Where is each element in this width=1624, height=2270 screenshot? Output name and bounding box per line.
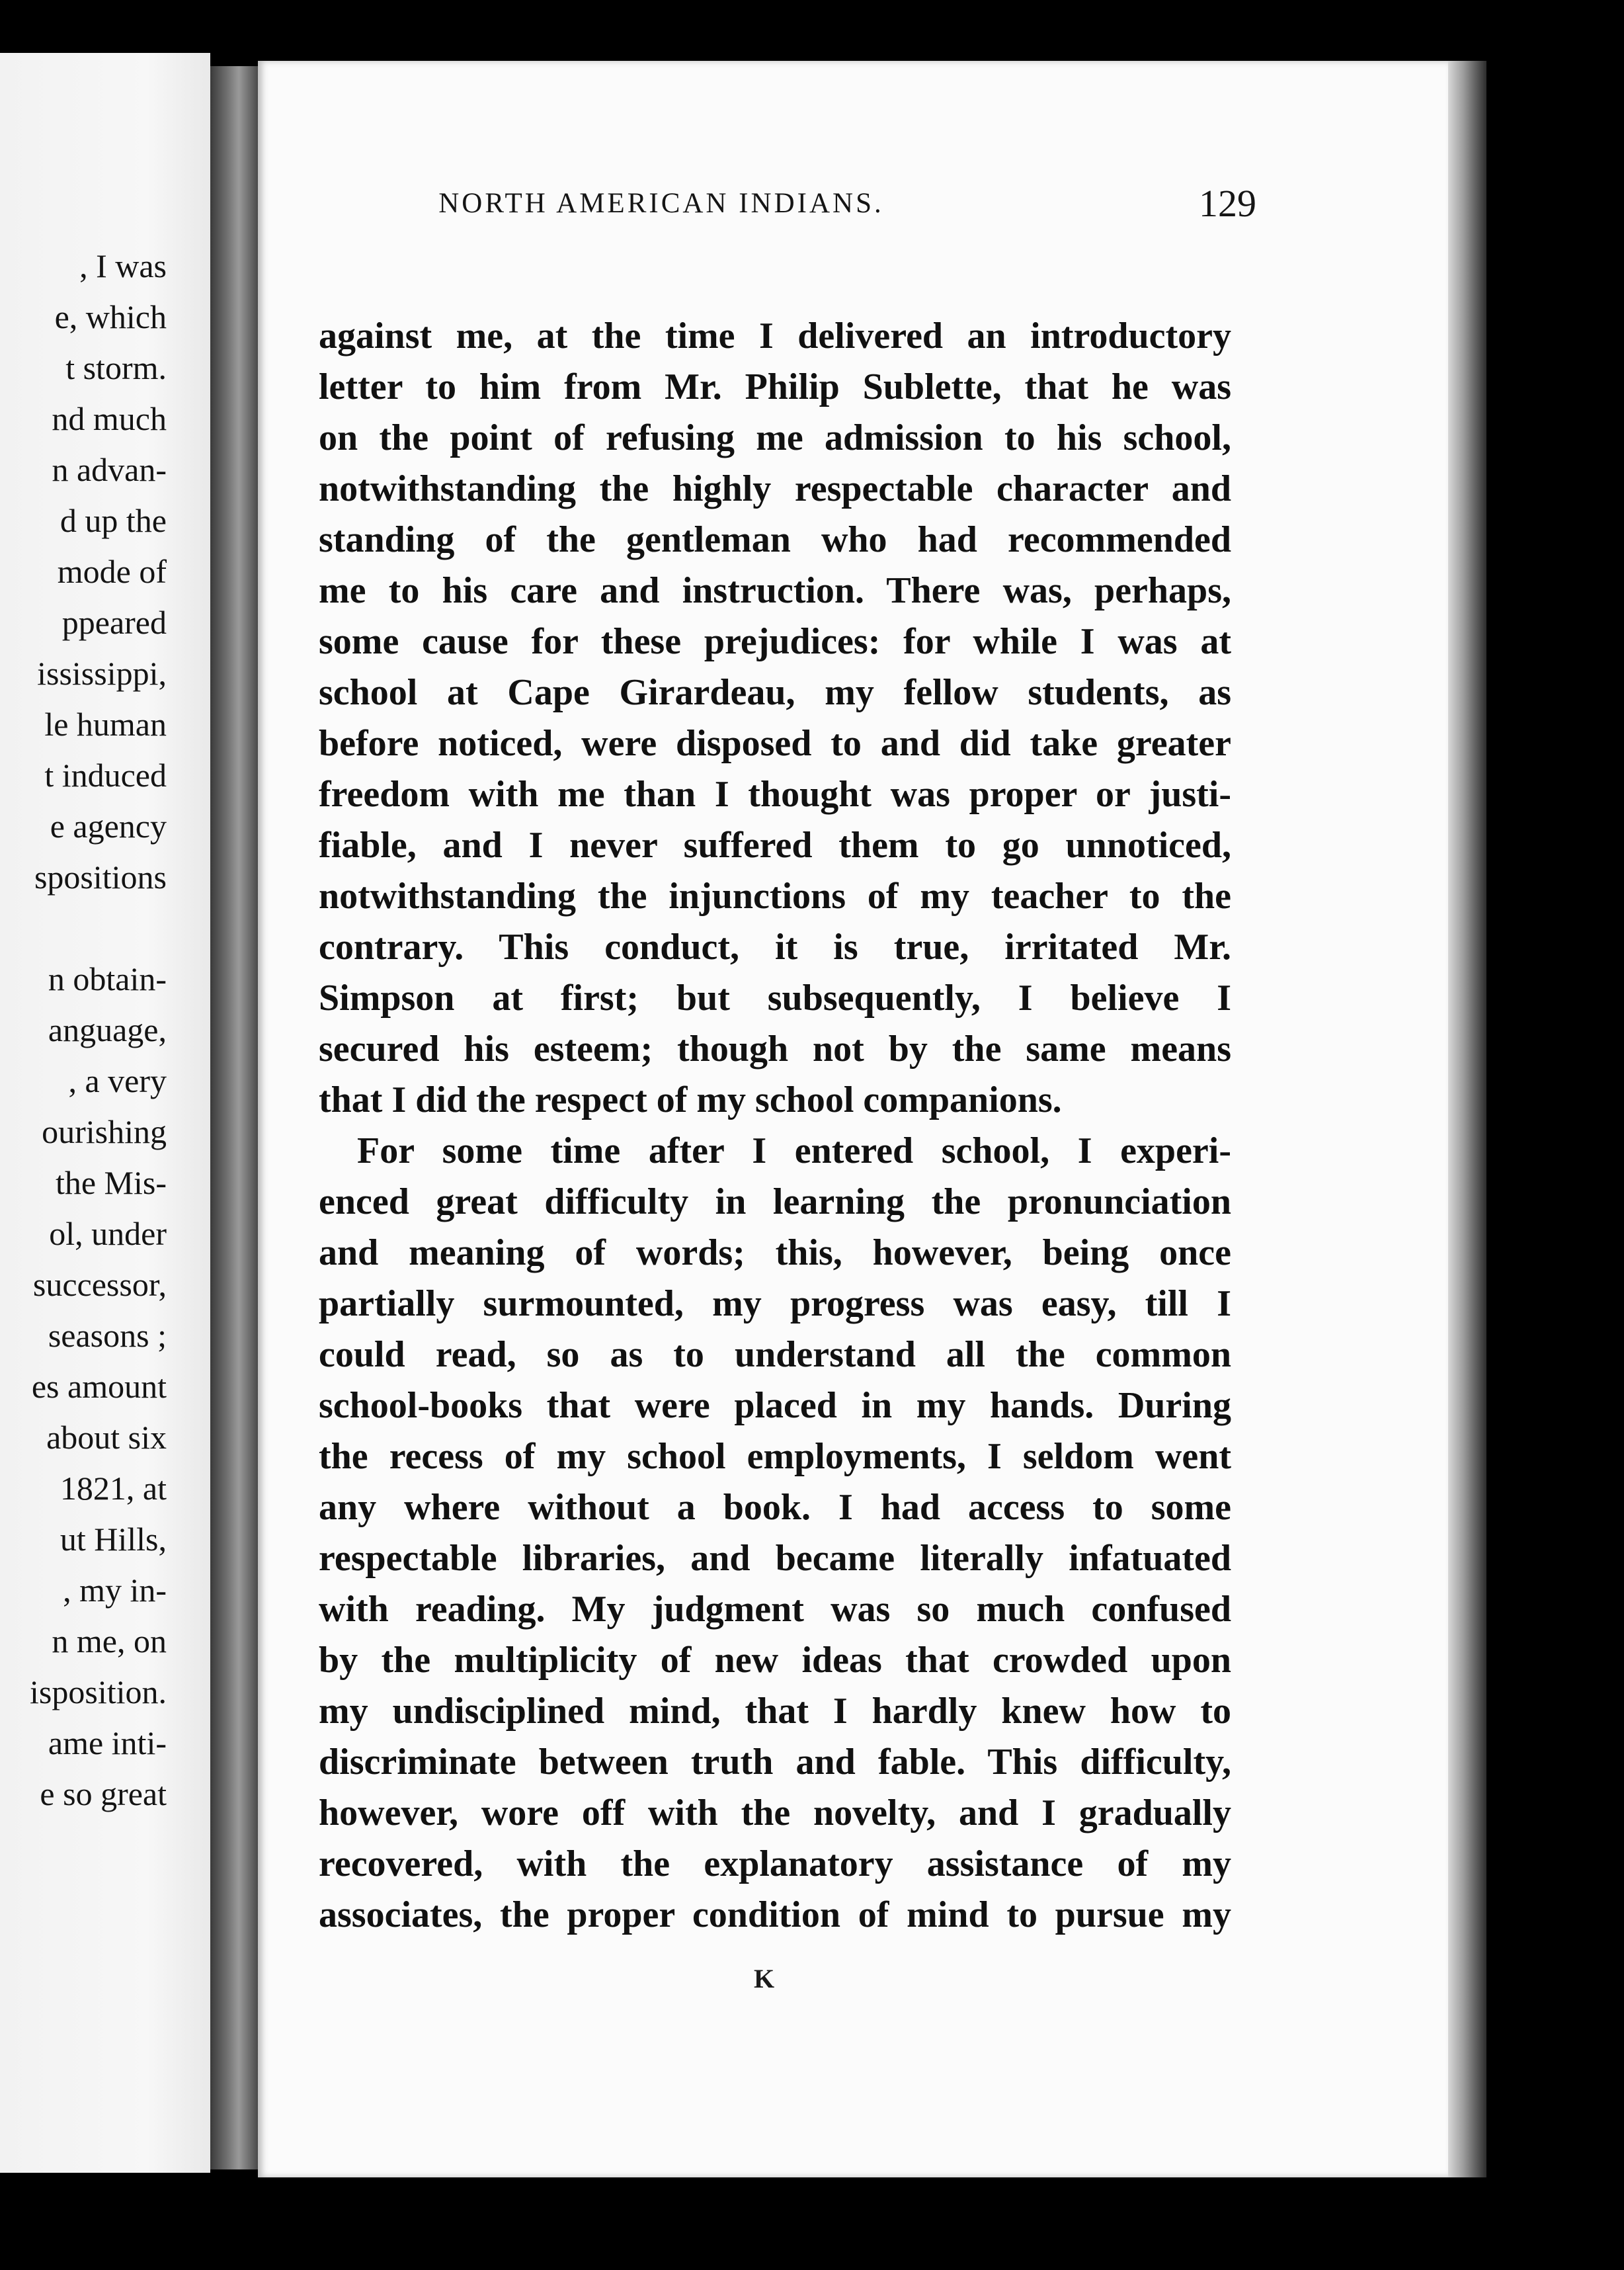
left-page-line: e so great <box>40 1775 167 1812</box>
left-page-text <box>0 53 167 2173</box>
left-page-line: ourishing <box>42 1113 167 1150</box>
left-page-line: , my in- <box>63 1572 167 1609</box>
left-page-line: nd much <box>52 400 167 437</box>
text-line: associates, the proper condition of mind to pursue my <box>319 1894 1231 1935</box>
left-page-line: , I was <box>79 247 167 284</box>
running-title: NORTH AMERICAN INDIANS. <box>438 188 884 219</box>
text-line: fiable, and I never suffered them to go unnoticed, <box>319 825 1231 866</box>
text-line: my undisciplined mind, that I hardly knew how to <box>319 1691 1231 1732</box>
left-page-line: spositions <box>34 859 167 896</box>
left-page-line: , a very <box>68 1062 167 1099</box>
left-page-line: es amount <box>31 1368 167 1405</box>
text-line: notwithstanding the highly respectable character and <box>319 468 1231 509</box>
text-line: however, wore off with the novelty, and I gradually <box>319 1792 1231 1833</box>
left-page-line: 1821, at <box>60 1470 167 1507</box>
text-line: letter to him from Mr. Philip Sublette, that he was <box>319 366 1231 407</box>
text-line: on the point of refusing me admission to his school, <box>319 417 1231 458</box>
left-page-line: e, which <box>54 298 167 335</box>
text-line: enced great difficulty in learning the pronunciation <box>319 1181 1231 1222</box>
text-line: secured his esteem; though not by the same means <box>319 1029 1231 1070</box>
text-line: respectable libraries, and became literally infatuated <box>319 1538 1231 1579</box>
book-gutter <box>210 66 258 2169</box>
left-page-line: ol, under <box>49 1215 167 1252</box>
text-line: against me, at the time I delivered an introductory <box>319 315 1231 357</box>
left-page-line: mode of <box>57 553 167 590</box>
text-line: before noticed, were disposed to and did take greater <box>319 723 1231 764</box>
text-line: discriminate between truth and fable. This difficulty, <box>319 1742 1231 1783</box>
text-line: notwithstanding the injunctions of my teacher to the <box>319 876 1231 917</box>
left-page-line: anguage, <box>48 1011 167 1048</box>
text-line: partially surmounted, my progress was easy, till I <box>319 1283 1231 1324</box>
text-line: with reading. My judgment was so much confused <box>319 1589 1231 1630</box>
left-page-line: the Mis- <box>55 1164 167 1201</box>
running-head <box>278 177 1256 230</box>
text-line: Simpson at first; but subsequently, I believe I <box>319 978 1231 1019</box>
left-page-line: e agency <box>50 808 167 845</box>
left-page-line: n me, on <box>52 1622 167 1660</box>
left-page-line: about six <box>46 1419 167 1456</box>
left-page-line: d up the <box>60 502 167 539</box>
text-line: some cause for these prejudices: for while I was at <box>319 621 1231 662</box>
left-page-line: ississippi, <box>37 655 167 692</box>
page-edge <box>1448 61 1486 2177</box>
left-page-line: ut Hills, <box>60 1521 167 1558</box>
left-page-line: t induced <box>44 757 167 794</box>
text-line: any where without a book. I had access to some <box>319 1487 1231 1528</box>
left-page-line: ppeared <box>61 604 167 641</box>
text-line: contrary. This conduct, it is true, irritated Mr. <box>319 927 1231 968</box>
text-line: school at Cape Girardeau, my fellow students, as <box>319 672 1231 713</box>
text-line: freedom with me than I thought was proper or justi- <box>319 774 1231 815</box>
left-page-line: ame inti- <box>48 1724 167 1761</box>
text-line: that I did the respect of my school companions. <box>319 1079 1062 1120</box>
text-line: For some time after I entered school, I experi- <box>357 1130 1231 1171</box>
left-page-line: isposition. <box>30 1673 167 1710</box>
page-number: 129 <box>1199 182 1256 225</box>
text-line: could read, so as to understand all the common <box>319 1334 1231 1375</box>
text-line: school-books that were placed in my hands. During <box>319 1385 1231 1426</box>
signature-mark: K <box>754 1964 775 1994</box>
left-page-line: le human <box>44 706 167 743</box>
text-line: recovered, with the explanatory assistance of my <box>319 1843 1231 1884</box>
left-page-line: n advan- <box>52 451 167 488</box>
text-line: the recess of my school employments, I seldom went <box>319 1436 1231 1477</box>
left-page-fragment <box>0 53 210 2173</box>
left-page-line: successor, <box>32 1266 167 1303</box>
left-page-line: n obtain- <box>48 960 167 997</box>
text-line: by the multiplicity of new ideas that crowded upon <box>319 1640 1231 1681</box>
text-line: me to his care and instruction. There was, perhaps, <box>319 570 1231 611</box>
left-page-line: seasons ; <box>48 1317 167 1354</box>
text-line: standing of the gentleman who had recommended <box>319 519 1231 560</box>
left-page-line: t storm. <box>65 349 167 386</box>
text-line: and meaning of words; this, however, being once <box>319 1232 1231 1273</box>
